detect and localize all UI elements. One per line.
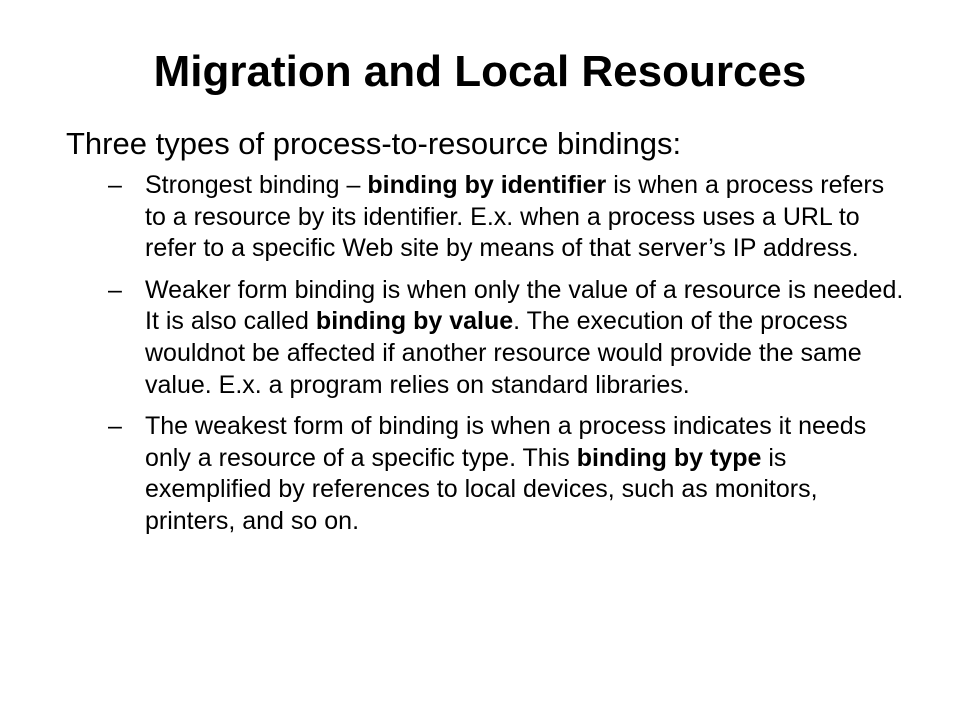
dash-bullet-icon: –: [108, 275, 122, 304]
bullet-list: [108, 170, 908, 548]
bullet-text: is when a process refers to a resource by its identifier. E.x. when a process uses a URL to refer to a specific Web site by means of that server’s IP address.: [145, 171, 885, 263]
bullet-term: binding by identifier: [367, 171, 607, 199]
bullet-text: Strongest binding –: [145, 171, 368, 199]
slide-title: Migration and Local Resources: [153, 47, 807, 96]
bullet-item-value: [108, 275, 908, 401]
bullet-term: binding by type: [576, 443, 762, 472]
bullet-item-type: [108, 411, 908, 537]
bullet-item-identifier: [108, 170, 908, 265]
bullet-text: The weakest form of binding is when a process indicates it needs only a resource of a specific type. This: [145, 412, 867, 472]
bullet-text: Weaker form binding is when only the value of a resource is needed. It is also called: [145, 275, 904, 336]
dash-bullet-icon: –: [108, 171, 122, 199]
bullet-term: binding by value: [315, 307, 514, 336]
bullet-text: is exemplified by references to local devices, such as monitors, printers, and so on.: [145, 443, 818, 535]
bullet-text: . The execution of the process wouldnot be affected if another resource would provide the same value. E.x. a program relies on standard libraries.: [145, 307, 862, 399]
dash-bullet-icon: –: [108, 412, 122, 441]
lead-text: Three types of process-to-resource bindings:: [66, 126, 682, 161]
